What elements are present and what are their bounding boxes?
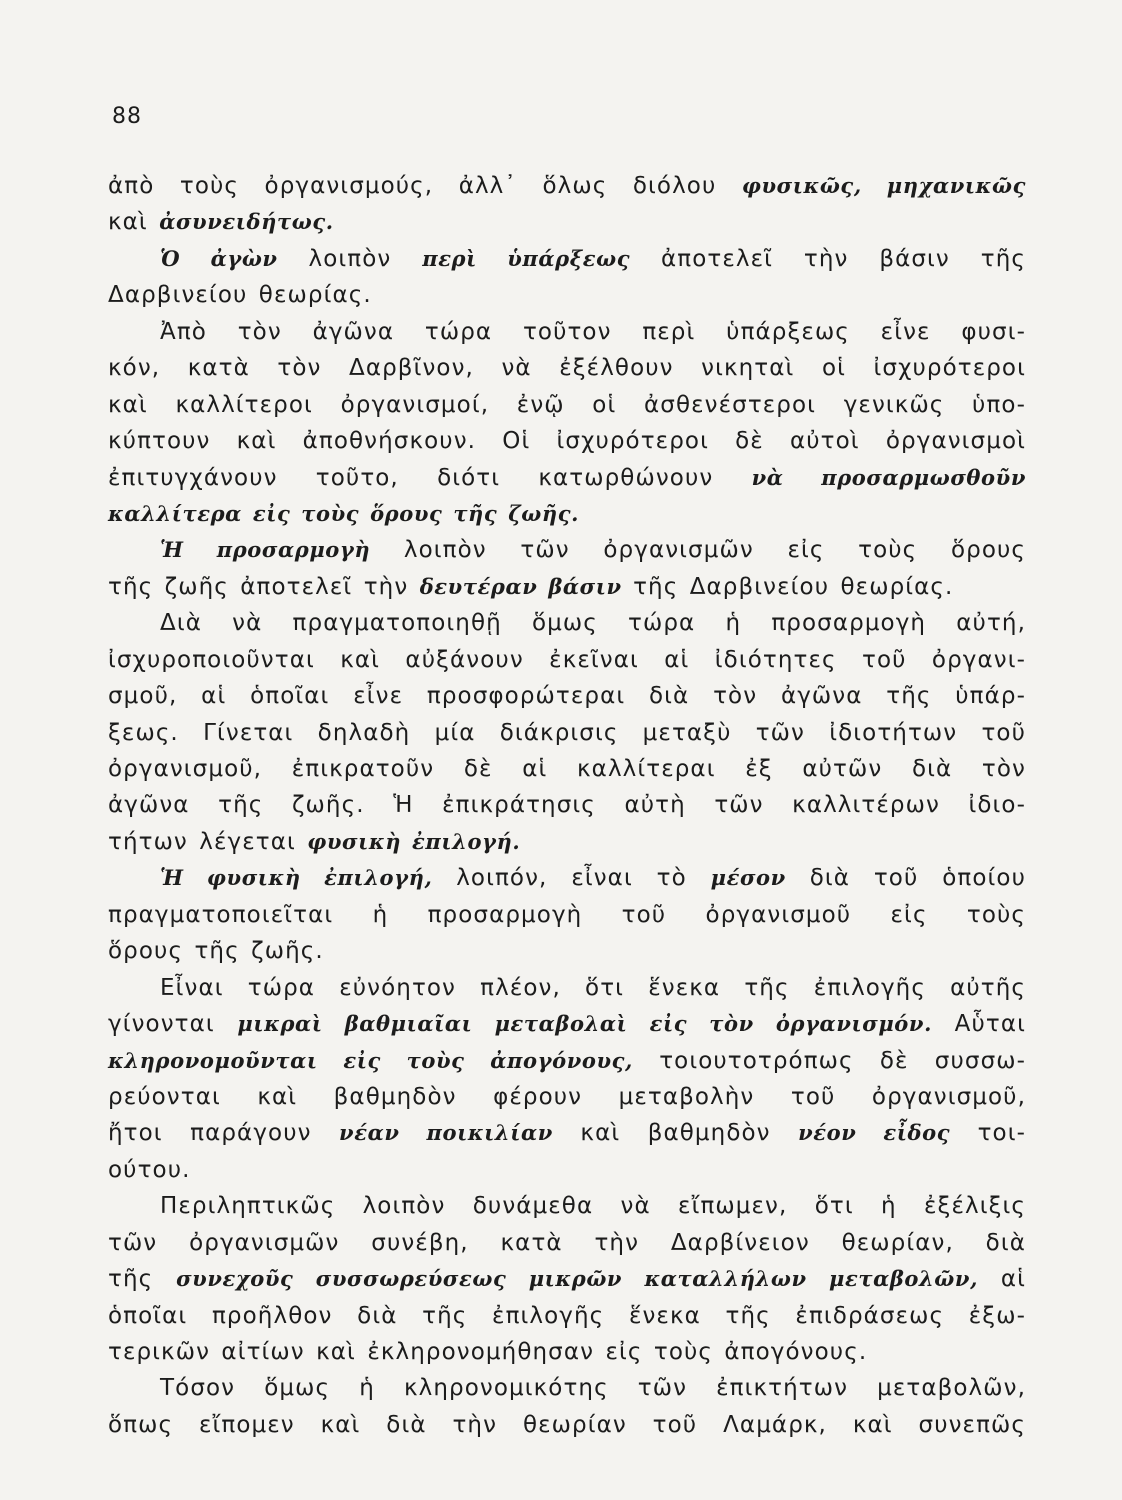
- body-text: [108, 168, 1026, 1443]
- text-line: [108, 1079, 1026, 1115]
- emphasized-text: περὶ ὑπάρξεως: [422, 245, 631, 271]
- text-line: [108, 350, 1026, 386]
- text-segment: καὶ βαθμηδὸν: [552, 1120, 799, 1147]
- text-line: [108, 1407, 1026, 1443]
- emphasized-text: συνεχοῦς συσσωρεύσεως μικρῶν καταλλήλων μεταβολῶν,: [176, 1266, 978, 1292]
- text-segment: Περιληπτικῶς λοιπὸν δυνάμεθα νὰ εἴπωμεν, ὅτι ἡ ἐξέλιξις: [160, 1193, 1026, 1220]
- text-line: [108, 569, 1026, 605]
- text-segment: αἱ: [977, 1266, 1026, 1293]
- text-segment: Τόσον ὅμως ἡ κληρονομικότης τῶν ἐπικτήτων μεταβολῶν,: [160, 1375, 1026, 1402]
- text-segment: καὶ καλλίτεροι ὀργανισμοί, ἐνῷ οἱ ἀσθενέστεροι γενικῶς ὑπο-: [108, 391, 1026, 418]
- text-line: [108, 970, 1026, 1006]
- text-segment: ἀποτελεῖ τὴν βάσιν τῆς: [630, 245, 1026, 272]
- text-line: [108, 1334, 1026, 1370]
- text-segment: Αὗται: [932, 1011, 1026, 1038]
- text-line: [108, 496, 1026, 532]
- emphasized-text: Ἡ προσαρμογὴ: [160, 537, 371, 563]
- text-line: [108, 1225, 1026, 1261]
- text-segment: τήτων λέγεται: [108, 828, 308, 855]
- emphasized-text: Ὁ ἀγὼν: [160, 245, 278, 271]
- text-line: [108, 241, 1026, 277]
- text-segment: τερικῶν αἰτίων καὶ ἐκληρονομήθησαν εἰς τοὺς ἀπογόνους.: [108, 1339, 868, 1365]
- text-segment: ούτου.: [108, 1156, 191, 1183]
- text-line: [108, 532, 1026, 568]
- text-segment: τοιουτοτρόπως δὲ συσσω-: [632, 1047, 1027, 1074]
- text-line: [108, 642, 1026, 678]
- text-segment: ξεως. Γίνεται δηλαδὴ μία διάκρισις μεταξὺ τῶν ἰδιοτήτων τοῦ: [108, 719, 1026, 746]
- text-segment: κόν, κατὰ τὸν Δαρβῖνον, νὰ ἐξέλθουν νικηταὶ οἱ ἰσχυρότεροι: [108, 355, 1026, 382]
- text-line: [108, 1370, 1026, 1406]
- text-line: [108, 460, 1026, 496]
- text-line: [108, 1261, 1026, 1297]
- text-segment: διὰ τοῦ ὁποίου: [785, 865, 1026, 892]
- text-line: [108, 423, 1026, 459]
- text-line: [108, 387, 1026, 423]
- text-line: [108, 1298, 1026, 1334]
- text-segment: ὅπως εἴπομεν καὶ διὰ τὴν θεωρίαν τοῦ Λαμάρκ, καὶ συνεπῶς: [108, 1411, 1026, 1438]
- text-line: [108, 933, 1026, 969]
- text-line: [108, 1043, 1026, 1079]
- text-segment: Ἀπὸ τὸν ἀγῶνα τώρα τοῦτον περὶ ὑπάρξεως εἶνε φυσι-: [160, 318, 1026, 345]
- text-segment: καὶ: [108, 209, 160, 236]
- page-number: 88: [112, 104, 142, 129]
- text-segment: ἰσχυροποιοῦνται καὶ αὐξάνουν ἐκεῖναι αἱ ἰδιότητες τοῦ ὀργανι-: [108, 646, 1026, 673]
- text-segment: ἐπιτυγχάνουν τοῦτο, διότι κατωρθώνουν: [108, 464, 752, 491]
- text-segment: Διὰ νὰ πραγματοποιηθῇ ὅμως τώρα ἡ προσαρμογὴ αὐτή,: [160, 610, 1026, 637]
- text-line: [108, 1188, 1026, 1224]
- text-segment: ἀπὸ τοὺς ὀργανισμούς, ἀλλ᾽ ὅλως διόλου: [108, 173, 742, 199]
- text-segment: σμοῦ, αἱ ὁποῖαι εἶνε προσφορώτεραι διὰ τὸν ἀγῶνα τῆς ὑπάρ-: [108, 683, 1026, 710]
- emphasized-text: καλλίτερα εἰς τοὺς ὅρους τῆς ζωῆς.: [108, 500, 580, 526]
- emphasized-text: δευτέραν βάσιν: [419, 573, 622, 599]
- text-line: [108, 1152, 1026, 1188]
- emphasized-text: μέσον: [710, 865, 786, 891]
- text-segment: γίνονται: [108, 1011, 238, 1038]
- emphasized-text: κληρονομοῦνται εἰς τοὺς ἀπογόνους,: [108, 1047, 633, 1073]
- text-segment: τῆς: [108, 1266, 177, 1293]
- text-segment: λοιπόν, εἶναι τὸ: [432, 865, 711, 892]
- text-line: [108, 824, 1026, 860]
- text-segment: ὀργανισμοῦ, ἐπικρατοῦν δὲ αἱ καλλίτεραι ἐξ αὐτῶν διὰ τὸν: [108, 756, 1026, 782]
- text-line: [108, 715, 1026, 751]
- text-segment: Δαρβινείου θεωρίας.: [108, 282, 372, 309]
- emphasized-text: φυσικὴ ἐπιλογή.: [307, 828, 521, 854]
- text-segment: ἀγῶνα τῆς ζωῆς. Ἡ ἐπικράτησις αὐτὴ τῶν καλλιτέρων ἰδιο-: [108, 792, 1026, 819]
- text-segment: λοιπὸν τῶν ὀργανισμῶν εἰς τοὺς ὅρους: [370, 537, 1027, 564]
- text-segment: τῆς ζωῆς ἀποτελεῖ τὴν: [108, 573, 420, 600]
- text-segment: λοιπὸν: [277, 245, 423, 272]
- text-segment: ρεύονται καὶ βαθμηδὸν φέρουν μεταβολὴν τοῦ ὀργανισμοῦ,: [108, 1083, 1026, 1110]
- text-segment: Εἶναι τώρα εὐνόητον πλέον, ὅτι ἕνεκα τῆς ἐπιλογῆς αὐτῆς: [160, 974, 1026, 1001]
- text-line: [108, 1115, 1026, 1151]
- emphasized-text: φυσικῶς, μηχανικῶς: [741, 173, 1026, 198]
- text-segment: τῶν ὀργανισμῶν συνέβη, κατὰ τὴν Δαρβίνειον θεωρίαν, διὰ: [108, 1229, 1026, 1256]
- emphasized-text: νὰ προσαρμωσθοῦν: [751, 464, 1026, 490]
- text-line: [108, 277, 1026, 313]
- text-line: [108, 860, 1026, 896]
- text-segment: κύπτουν καὶ ἀποθνήσκουν. Οἱ ἰσχυρότεροι δὲ αὐτοὶ ὀργανισμοὶ: [108, 428, 1026, 455]
- text-segment: ὅρους τῆς ζωῆς.: [108, 938, 324, 965]
- text-line: [108, 751, 1026, 787]
- text-line: [108, 605, 1026, 641]
- text-line: [108, 168, 1026, 204]
- text-line: [108, 787, 1026, 823]
- text-line: [108, 678, 1026, 714]
- text-segment: ὁποῖαι προῆλθον διὰ τῆς ἐπιλογῆς ἕνεκα τῆς ἐπιδράσεως ἐξω-: [108, 1302, 1026, 1329]
- text-segment: ἤτοι παράγουν: [108, 1120, 340, 1147]
- text-line: [108, 1006, 1026, 1042]
- text-line: [108, 204, 1026, 240]
- text-segment: πραγματοποιεῖται ἡ προσαρμογὴ τοῦ ὀργανισμοῦ εἰς τοὺς: [108, 901, 1026, 928]
- emphasized-text: μικραὶ βαθμιαῖαι μεταβολαὶ εἰς τὸν ὀργανισμόν.: [237, 1011, 932, 1037]
- emphasized-text: ἀσυνειδήτως.: [159, 209, 334, 235]
- text-segment: τοι-: [950, 1120, 1026, 1147]
- text-segment: τῆς Δαρβινείου θεωρίας.: [621, 573, 954, 600]
- emphasized-text: Ἡ φυσικὴ ἐπιλογή,: [160, 865, 433, 891]
- emphasized-text: νέον εἶδος: [798, 1120, 951, 1146]
- text-line: [108, 314, 1026, 350]
- emphasized-text: νέαν ποικιλίαν: [339, 1120, 553, 1146]
- text-line: [108, 897, 1026, 933]
